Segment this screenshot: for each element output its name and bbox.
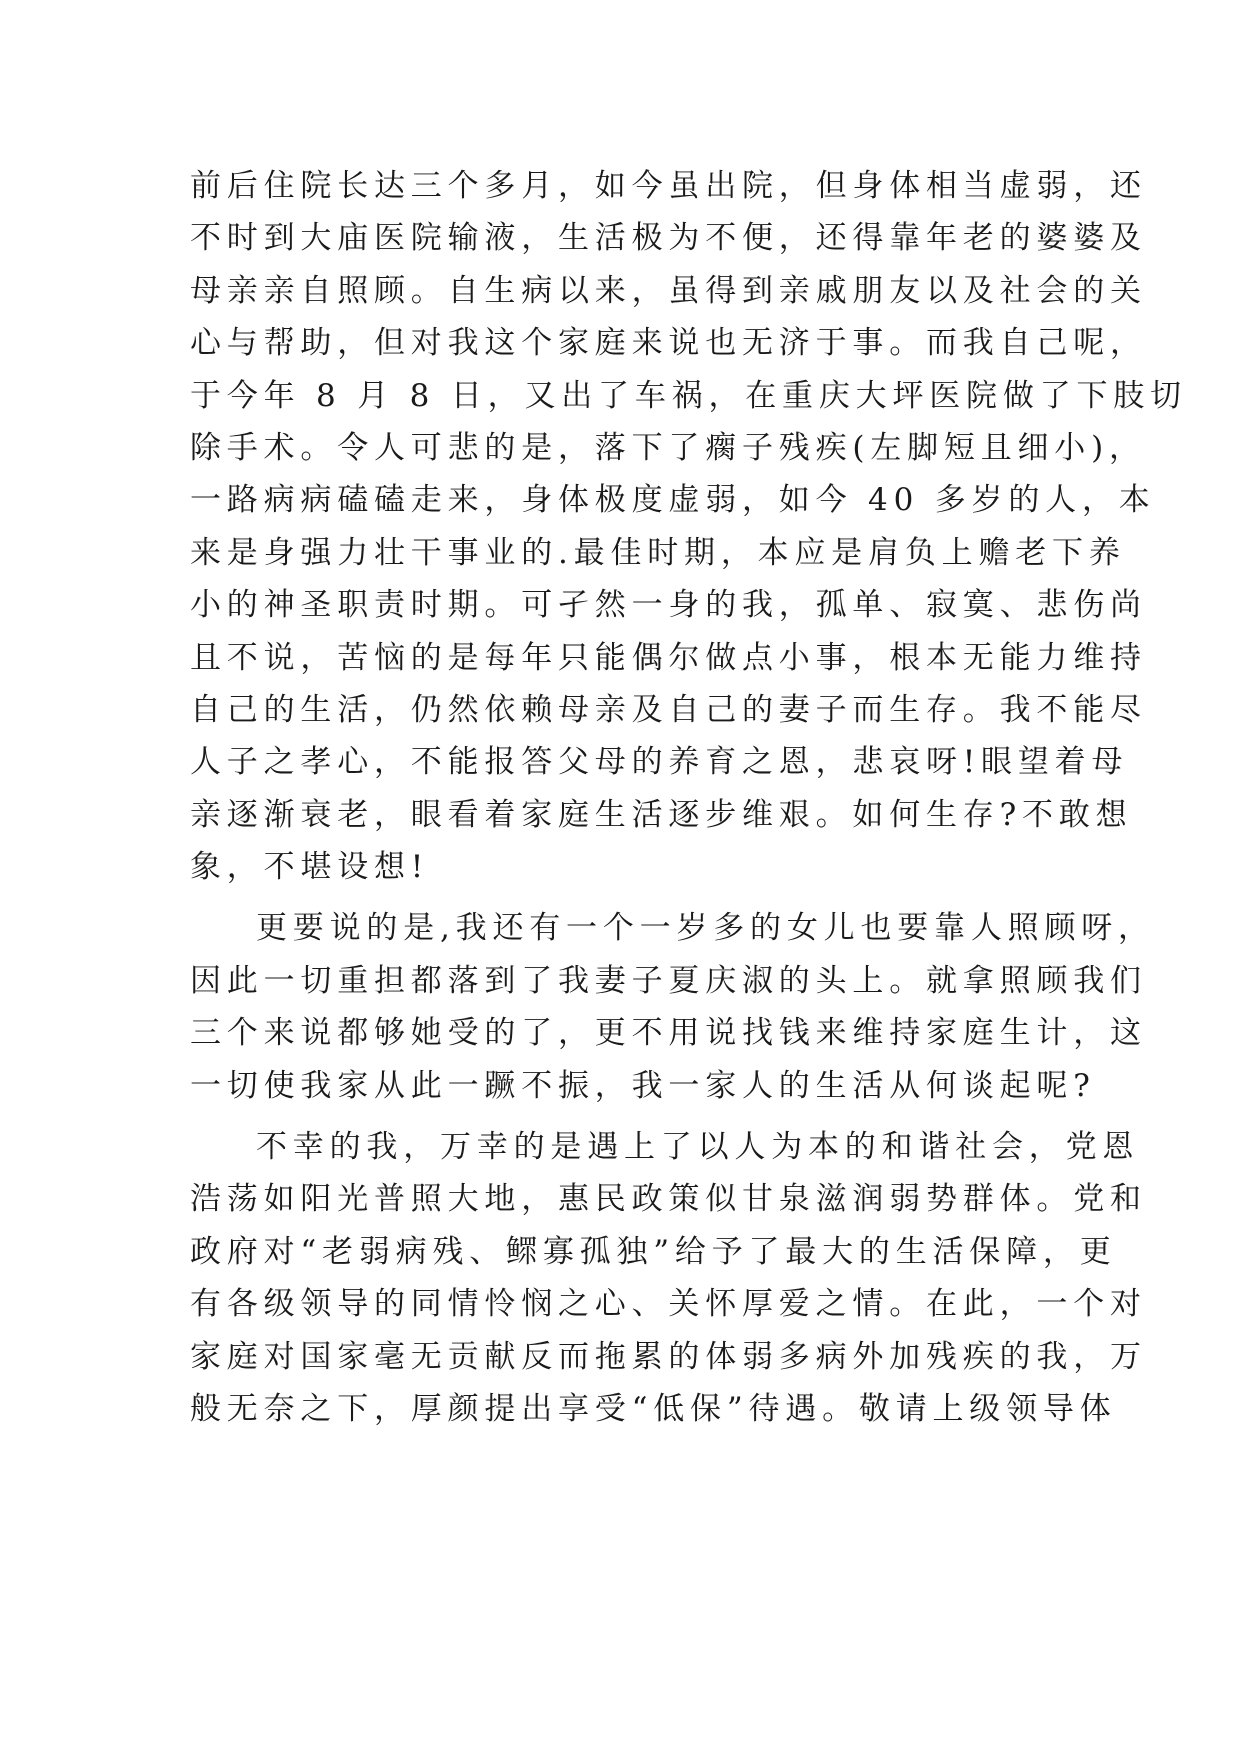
text-line: 母亲亲自照顾。自生病以来，虽得到亲戚朋友以及社会的关 (190, 272, 1147, 309)
text-line: 浩荡如阳光普照大地，惠民政策似甘泉滋润弱势群体。党和 (190, 1181, 1147, 1218)
text-line: 象，不堪设想! (190, 849, 430, 886)
text-line: 家庭对国家毫无贡献反而拖累的体弱多病外加残疾的我，万 (190, 1338, 1147, 1375)
text-line: 般无奈之下，厚颜提出享受“低保”待遇。敬请上级领导体 (190, 1390, 1117, 1427)
text-line: 政府对“老弱病残、鳏寡孤独”给予了最大的生活保障，更 (190, 1233, 1117, 1270)
document-body (190, 160, 1187, 1435)
text-line: 不幸的我，万幸的是遇上了以人为本的和谐社会，党恩 (256, 1129, 1140, 1166)
text-line: 前后住院长达三个多月，如今虽出院，但身体相当虚弱，还 (190, 168, 1147, 204)
text-line: 更要说的是,我还有一个一岁多的女儿也要靠人照顾呀， (256, 910, 1155, 947)
text-line: 因此一切重担都落到了我妻子夏庆淑的头上。就拿照顾我们 (190, 962, 1147, 999)
text-line: 小的神圣职责时期。可孑然一身的我，孤单、寂寞、悲伤尚 (190, 587, 1147, 624)
text-line: 来是身强力壮干事业的.最佳时期，本应是肩负上赡老下养 (190, 534, 1126, 571)
text-line: 有各级领导的同情怜悯之心、关怀厚爱之情。在此，一个对 (190, 1286, 1147, 1323)
text-line: 亲逐渐衰老，眼看着家庭生活逐步维艰。如何生存?不敢想 (190, 796, 1133, 833)
text-line: 一路病病磕磕走来，身体极度虚弱，如今 40 多岁的人，本 (190, 482, 1156, 519)
text-line: 一切使我家从此一蹶不振，我一家人的生活从何谈起呢? (190, 1067, 1096, 1104)
text-line: 人子之孝心，不能报答父母的养育之恩，悲哀呀!眼望着母 (190, 744, 1129, 781)
text-line: 自己的生活，仍然依赖母亲及自己的妻子而生存。我不能尽 (190, 691, 1147, 728)
text-line: 心与帮助，但对我这个家庭来说也无济于事。而我自己呢， (190, 325, 1147, 362)
text-line: 且不说，苦恼的是每年只能偶尔做点小事，根本无能力维持 (190, 639, 1147, 676)
text-line: 不时到大庙医院输液，生活极为不便，还得靠年老的婆婆及 (190, 220, 1147, 257)
text-line: 除手术。令人可悲的是，落下了瘸子残疾(左脚短且细小)， (190, 429, 1146, 466)
text-line: 三个来说都够她受的了，更不用说找钱来维持家庭生计，这 (190, 1015, 1147, 1052)
text-line: 于今年 8 月 8 日，又出了车祸，在重庆大坪医院做了下肢切 (190, 377, 1187, 414)
